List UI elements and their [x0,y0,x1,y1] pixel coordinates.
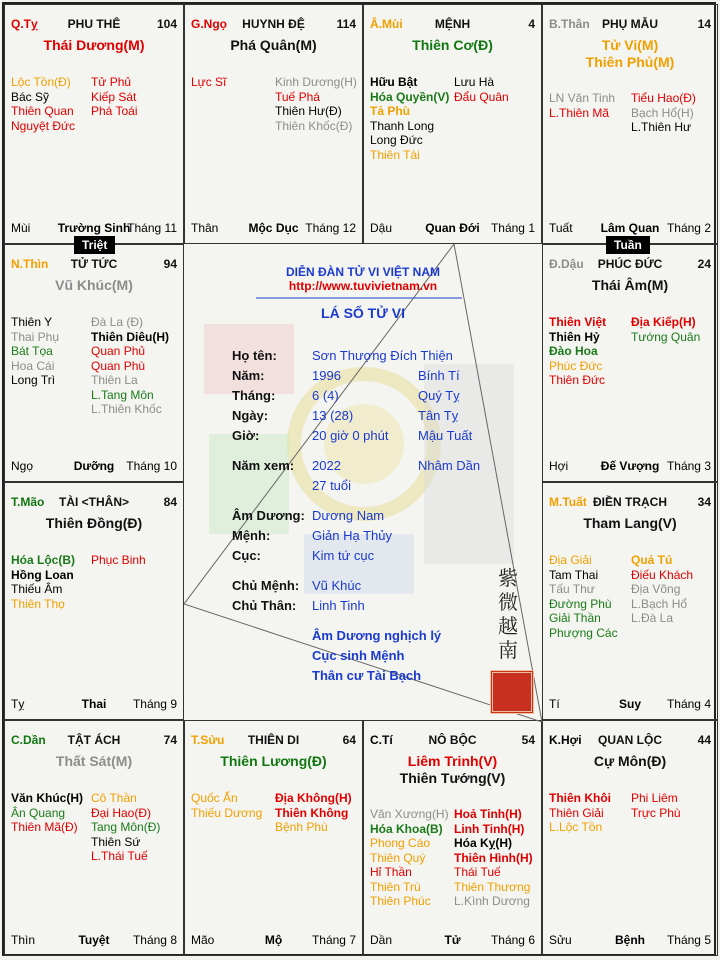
can-chi: T.Mão [11,495,45,509]
info-can-chi: Tân Tỵ [418,408,459,423]
minor-star: Tam Thai [549,567,599,582]
truong-sinh-stage: Đế Vượng [600,459,660,473]
palace-menh[interactable] [363,4,542,244]
minor-star: Tả Phù [370,104,411,118]
minor-star: Linh Tinh(H) [454,821,525,836]
info-value: 13 (28) [312,408,354,423]
branch-label: Sửu [549,933,572,947]
minor-star: Hóa Lộc(B) [11,553,75,567]
main-star: Thiên Tướng(V) [399,770,506,786]
minor-star: Thiên Đức [549,373,606,387]
minor-star: L.Tang Môn [91,387,154,402]
chart-note: Thân cư Tài Bạch [312,668,422,683]
main-star: Thiên Phủ(M) [585,54,675,70]
info-value: 27 tuổi [312,478,352,493]
info-value: Dương Nam [312,508,385,523]
branch-label: Thân [191,221,219,235]
minor-star: Văn Khúc(H) [11,791,83,805]
main-star: Thái Âm(M) [591,277,669,293]
minor-stars-right [631,553,693,626]
tuan-badge: Tuần [606,236,650,254]
minor-star: Thiếu Âm [11,582,63,596]
can-chi: Â.Mùi [370,17,403,31]
palace-header [11,257,177,273]
info-can-chi: Bính Tí [418,368,460,383]
palace-header [549,733,711,749]
palace-huynh-de[interactable] [184,4,363,244]
truong-sinh-stage: Tử [444,933,461,947]
minor-star: Long Trì [11,373,56,387]
info-value: Kim tứ cục [312,548,375,563]
info-value: 20 giờ 0 phút [312,428,389,443]
info-label: Mệnh: [232,528,271,543]
minor-stars-left [370,807,449,909]
minor-stars-left [370,75,449,162]
info-label: Chủ Thân: [232,598,297,613]
minor-star: Phong Cáo [370,836,431,850]
palace-footer [370,933,535,947]
minor-star: Địa Kiếp(H) [631,315,696,329]
minor-star: Bệnh Phù [275,820,328,834]
minor-star: Văn Xương(H) [370,807,449,821]
truong-sinh-stage: Quan Đới [425,221,480,235]
palace-footer [11,459,177,473]
dai-han-number: 84 [163,495,177,509]
branch-label: Ngọ [11,459,34,473]
minor-star: Đường Phù [549,596,612,611]
palace-footer [549,221,711,235]
palace-footer [549,459,711,473]
minor-star: Thiên Giải [549,805,604,820]
minor-star: Đại Hao(Đ) [91,805,152,820]
minor-star: Thai Phụ [11,329,60,344]
minor-star: Quan Phủ [91,344,146,358]
branch-label: Dần [370,933,393,947]
minor-star: Tiểu Hao(Đ) [631,91,696,105]
dai-han-number: 94 [163,257,177,271]
cung-name: PHU THÊ [67,17,121,31]
seal-char: 紫 [498,566,518,590]
minor-star: Thiên Không [275,805,349,820]
minor-stars-right [91,75,137,119]
palace-header [11,495,177,511]
dai-han-number: 24 [697,257,711,271]
main-star: Thiên Lương(Đ) [220,753,327,769]
minor-star: Bát Tọa [11,344,53,358]
truong-sinh-stage: Lâm Quan [600,221,660,235]
dai-han-number: 4 [528,17,535,31]
minor-stars-left [11,553,75,611]
cung-name: MỆNH [434,17,471,31]
minor-star: Lực Sĩ [191,75,227,89]
minor-star: Phi Liêm [631,791,678,805]
minor-star: Kiếp Sát [91,89,137,104]
minor-stars-right [91,553,146,568]
month-label: Tháng 2 [666,221,711,235]
minor-star: Thiên Quan [11,104,74,118]
truong-sinh-stage: Thai [81,697,107,711]
minor-star: Phúc Đức [549,358,603,373]
minor-star: L.Bạch Hổ [631,596,688,611]
minor-star: Đà La (Đ) [91,315,144,329]
can-chi: C.Tí [370,733,393,747]
minor-stars-left [549,791,611,835]
minor-star: Kinh Dương(H) [275,75,357,89]
dai-han-number: 74 [163,733,177,747]
minor-star: L.Thiên Mã [549,105,610,120]
info-label: Cục: [232,548,261,563]
can-chi: B.Thân [549,17,590,31]
truong-sinh-stage: Dưỡng [73,459,115,473]
minor-star: Tang Môn(Đ) [91,820,161,834]
triet-badge: Triệt [74,236,115,254]
info-label: Tháng: [232,388,276,403]
palace-footer [11,933,177,947]
month-label: Tháng 9 [132,697,177,711]
minor-stars-right [91,791,160,864]
minor-stars-right [454,75,509,104]
main-star: Tham Lang(V) [583,515,677,531]
minor-stars-left [191,75,226,90]
palace-header [370,17,535,33]
minor-star: Hóa Kỵ(H) [454,836,513,850]
info-label: Năm xem: [232,458,295,473]
minor-stars-right [275,791,352,835]
branch-label: Hợi [549,459,569,473]
minor-star: Hóa Quyền(V) [370,89,450,104]
palace-footer [11,697,177,711]
minor-star: Hữu Bật [370,75,418,89]
can-chi: K.Hợi [549,733,582,747]
palace-quan-loc[interactable] [542,720,718,956]
minor-star: Điếu Khách [631,567,694,582]
minor-star: Địa Không(H) [275,791,352,805]
branch-label: Thìn [11,933,36,947]
info-can-chi: Quý Tỵ [418,388,460,403]
main-star: Vũ Khúc(M) [55,277,133,293]
minor-star: Tử Phủ [91,75,132,89]
dai-han-number: 34 [697,495,711,509]
minor-star: Thanh Long [370,118,435,133]
cung-name: TỬ TỨC [70,257,118,271]
minor-star: L.Kình Dương [454,894,530,908]
minor-star: Thiên Hình(H) [454,850,533,865]
horoscope-chart [2,2,716,956]
minor-star: Thiên Y [11,315,53,329]
month-label: Tháng 10 [126,459,177,473]
dai-han-number: 54 [521,733,535,747]
truong-sinh-stage: Tuyệt [78,933,110,947]
minor-star: Phượng Các [549,625,618,640]
minor-star: Bạch Hổ(H) [631,105,694,120]
minor-star: Thiên Tài [370,147,420,162]
info-label: Họ tên: [232,348,277,363]
info-can-chi: Nhâm Dần [418,458,481,473]
minor-stars-left [11,75,75,133]
info-can-chi: Mậu Tuất [418,428,473,443]
branch-label: Mùi [11,221,31,235]
palace-no-boc[interactable] [363,720,542,956]
red-seal-stamp [490,670,534,714]
can-chi: M.Tuất [549,495,587,509]
palace-phu-the[interactable] [4,4,184,244]
minor-star: Hỉ Thần [370,865,412,879]
minor-star: Thiên Trù [370,879,421,894]
minor-star: Quan Phù [91,358,146,373]
can-chi: Q.Tỵ [11,17,38,31]
palace-tu-tuc[interactable] [4,244,184,482]
branch-label: Dậu [370,221,393,235]
branch-label: Mão [191,933,215,947]
month-label: Tháng 8 [132,933,177,947]
month-label: Tháng 7 [311,933,356,947]
month-label: Tháng 1 [490,221,535,235]
minor-stars-right [631,791,681,820]
info-value: Giản Hạ Thủy [312,528,392,543]
palace-footer [191,933,356,947]
palace-header [549,17,711,33]
minor-stars-left [549,553,618,640]
minor-star: Cô Thần [91,791,137,805]
minor-star: Lưu Hà [454,75,495,89]
palace-header [549,257,711,273]
minor-star: LN Văn Tinh [549,91,616,105]
can-chi: C.Dần [11,733,46,747]
minor-star: Giải Thần [549,611,601,625]
minor-star: Tấu Thư [549,582,595,596]
info-value: Sơn Thượng Đích Thiện [312,348,453,363]
minor-star: Hồng Loan [11,567,74,582]
minor-star: Thiên Khốc(Đ) [275,118,353,133]
minor-star: Thiên Phúc [370,894,431,908]
minor-stars-right [631,315,700,344]
can-chi: T.Sửu [191,733,225,747]
minor-stars-left [11,791,83,835]
palace-footer [549,697,711,711]
cung-name: TÀI <THÂN> [58,495,129,509]
minor-star: Thiên Hư(Đ) [275,104,342,118]
minor-star: L.Thiên Khốc [91,402,162,416]
truong-sinh-stage: Trường Sinh [57,221,131,235]
truong-sinh-stage: Mộc Dục [248,221,299,235]
palace-footer [549,933,711,947]
info-value: Linh Tinh [312,598,365,613]
minor-star: Thiên Thương [454,879,531,894]
cung-name: NÔ BỘC [428,733,477,747]
center-info-panel [184,244,542,722]
minor-star: Thái Tuế [454,865,501,879]
palace-footer [11,221,177,235]
minor-star: Thiên Hỷ [549,329,600,344]
main-star: Thất Sát(M) [55,753,133,769]
palace-thien-di[interactable] [184,720,363,956]
minor-stars-left [191,791,262,820]
minor-star: Thiên La [91,373,138,387]
forum-url[interactable]: http://www.tuvivietnam.vn [288,279,438,293]
minor-star: L.Thiên Hư [631,120,692,134]
minor-star: Thiếu Dương [191,805,263,820]
minor-stars-right [631,91,696,135]
minor-star: L.Thái Tuế [91,849,148,863]
minor-star: Thiên Việt [549,315,607,329]
cung-name: PHÚC ĐỨC [597,257,663,271]
chart-note: Âm Dương nghịch lý [312,628,442,643]
dai-han-number: 14 [697,17,711,31]
minor-star: Quả Tú [631,553,673,567]
palace-header [370,733,535,749]
cung-name: PHỤ MẪU [602,17,658,31]
cung-name: HUYNH ĐỆ [242,17,305,31]
seal-char: 南 [498,638,518,662]
palace-tai-bach[interactable] [4,482,184,720]
main-star: Cự Môn(Đ) [593,753,667,769]
info-label: Ngày: [232,408,269,423]
minor-star: Hoả Tinh(H) [454,807,522,821]
cung-name: TẬT ÁCH [67,733,121,747]
month-label: Tháng 11 [127,221,177,235]
main-star: Liêm Trinh(V) [407,753,498,769]
info-value: Vũ Khúc [312,578,362,593]
dai-han-number: 44 [697,733,711,747]
minor-star: Ân Quang [11,805,66,820]
month-label: Tháng 12 [305,221,356,235]
minor-stars-left [549,91,615,120]
branch-label: Tuất [549,221,573,235]
minor-star: Bác Sỹ [11,89,50,104]
month-label: Tháng 6 [490,933,535,947]
palace-header [11,733,177,749]
minor-star: Địa Giải [549,553,592,567]
minor-star: Phá Toái [91,104,138,118]
dai-han-number: 64 [342,733,356,747]
palace-header [549,495,711,511]
dai-han-number: 104 [156,17,177,31]
minor-star: L.Lộc Tồn [549,820,603,834]
minor-star: Thiên Quý [370,850,426,865]
palace-phu-mau[interactable] [542,4,718,244]
info-value: 2022 [312,458,341,473]
cung-name: QUAN LỘC [598,733,662,747]
minor-star: Đẩu Quân [454,89,509,104]
minor-star: Thiên Khôi [549,791,611,805]
info-value: 6 (4) [312,388,339,403]
minor-star: Thiên Sứ [91,834,141,849]
cung-name: ĐIỀN TRẠCH [593,495,667,509]
dai-han-number: 114 [336,17,356,31]
month-label: Tháng 5 [666,933,711,947]
palace-header [191,17,356,33]
seal-char: 越 [498,614,518,638]
minor-stars-left [549,315,606,388]
main-star: Phá Quân(M) [230,37,317,53]
info-label: Giờ: [232,428,260,443]
minor-star: Tuế Phá [275,89,320,104]
cung-name: THIÊN DI [247,733,300,747]
info-value: 1996 [312,368,341,383]
info-label: Chủ Mệnh: [232,578,300,593]
minor-star: L.Đà La [631,611,674,625]
palace-tat-ach[interactable] [4,720,184,956]
main-star: Tử Vi(M) [601,37,659,53]
palace-dien-trach[interactable] [542,482,718,720]
palace-footer [191,221,356,235]
main-star: Thiên Cơ(Đ) [412,37,493,53]
minor-star: Địa Võng [631,582,681,596]
info-label: Năm: [232,368,265,383]
month-label: Tháng 4 [666,697,711,711]
minor-star: Phục Binh [91,553,146,567]
minor-stars-left [11,315,59,388]
main-star: Thái Dương(M) [43,37,145,53]
can-chi: G.Ngọ [191,17,227,31]
branch-label: Tỵ [11,697,25,711]
info-label: Âm Dương: [232,508,305,523]
can-chi: Đ.Dậu [549,257,584,271]
minor-stars-right [91,315,169,417]
minor-stars-right [454,807,533,909]
palace-header [191,733,356,749]
forum-name: DIỄN ĐÀN TỬ VI VIỆT NAM [286,265,440,279]
truong-sinh-stage: Suy [618,697,641,711]
truong-sinh-stage: Bệnh [615,933,645,947]
palace-footer [370,221,535,235]
minor-star: Long Đức [370,133,423,147]
main-star: Thiên Đồng(Đ) [45,515,143,531]
palace-header [11,17,177,33]
minor-star: Đào Hoa [549,344,598,358]
minor-star: Nguyệt Đức [11,118,76,133]
minor-star: Hoa Cái [11,358,55,373]
minor-star: Thiên Mã(Đ) [11,820,78,834]
palace-phuc-duc[interactable] [542,244,718,482]
minor-star: Thiên Thọ [11,596,65,611]
truong-sinh-stage: Mộ [264,933,283,947]
seal-char: 微 [498,590,518,614]
chart-title: LÁ SỐ TỬ VI [321,305,405,321]
month-label: Tháng 3 [666,459,711,473]
minor-star: Lộc Tồn(Đ) [11,75,71,89]
minor-star: Thiên Diêu(H) [91,329,169,344]
branch-label: Tí [549,697,560,711]
minor-star: Tướng Quân [631,329,701,344]
vertical-seal-text [496,566,520,662]
minor-star: Quốc Ấn [191,791,238,805]
can-chi: N.Thìn [11,257,49,271]
minor-stars-right [275,75,357,133]
chart-note: Cục sinh Mệnh [312,648,405,663]
minor-star: Trực Phù [631,805,681,820]
minor-star: Hóa Khoa(B) [370,821,443,836]
